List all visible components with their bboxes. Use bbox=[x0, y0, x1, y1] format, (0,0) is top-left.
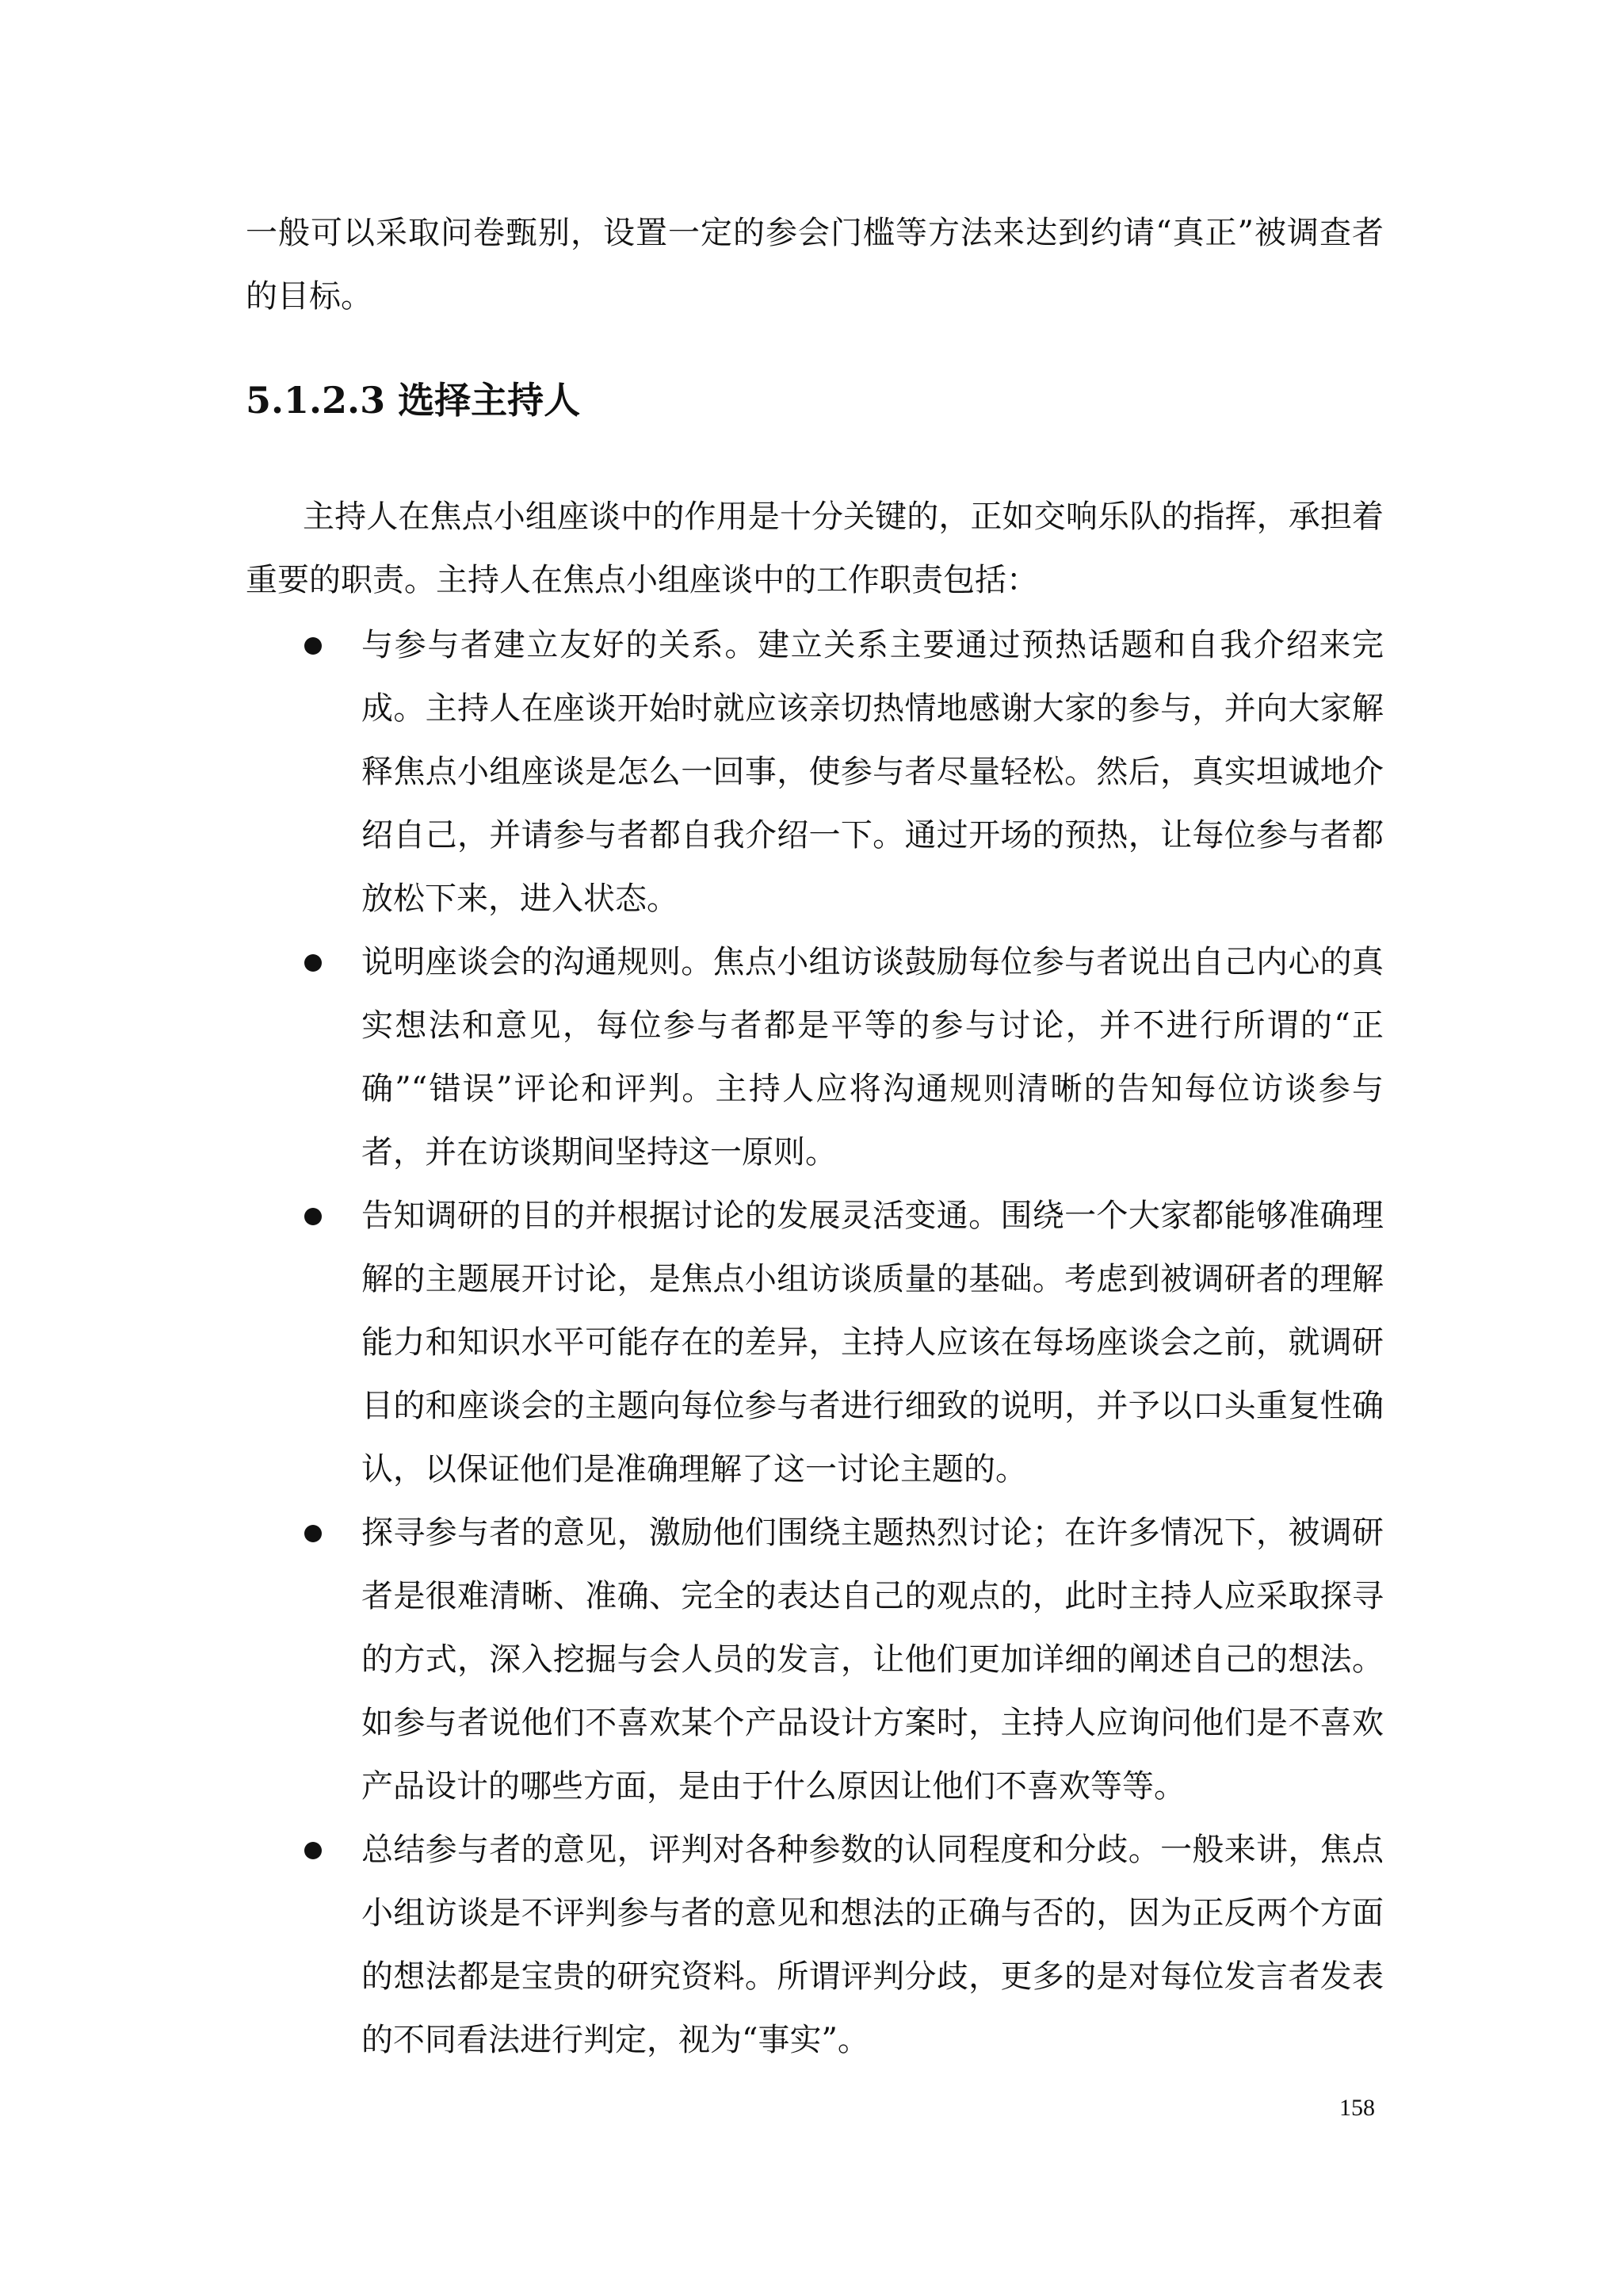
bullet-dot-icon bbox=[304, 637, 322, 655]
section-heading: 5.1.2.3 选择主持人 bbox=[246, 379, 581, 422]
bullet-item bbox=[246, 613, 1384, 930]
bullet-dot-icon bbox=[304, 954, 322, 972]
bullet-dot-icon bbox=[304, 1525, 322, 1542]
continuation-paragraph: 一般可以采取问卷甄别，设置一定的参会门槛等方法来达到约请“真正”被调查者的目标。 bbox=[246, 215, 1384, 315]
duties-bullet-list bbox=[246, 613, 1384, 2072]
bullet-text: 与参与者建立友好的关系。建立关系主要通过预热话题和自我介绍来完成。主持人在座谈开始时就应该亲切热情地感谢大家的参与，并向大家解释焦点小组座谈是怎么一回事，使参与者尽量轻松。然后，真实坦诚地介绍自己，并请参与者都自我介绍一下。通过开场的预热，让每位参与者都放松下来，进入状态。 bbox=[361, 627, 1384, 917]
intro-paragraph: 主持人在焦点小组座谈中的作用是十分关键的，正如交响乐队的指挥，承担着重要的职责。主持人在焦点小组座谈中的工作职责包括： bbox=[246, 499, 1384, 598]
bullet-item bbox=[246, 930, 1384, 1184]
bullet-item bbox=[246, 1184, 1384, 1501]
bullet-text: 说明座谈会的沟通规则。焦点小组访谈鼓励每位参与者说出自己内心的真实想法和意见，每位参与者都是平等的参与讨论，并不进行所谓的“正确”“错误”评论和评判。主持人应将沟通规则清晰的告知每位访谈参与者，并在访谈期间坚持这一原则。 bbox=[361, 944, 1384, 1171]
bullet-text: 总结参与者的意见，评判对各种参数的认同程度和分歧。一般来讲，焦点小组访谈是不评判参与者的意见和想法的正确与否的，因为正反两个方面的想法都是宝贵的研究资料。所谓评判分歧，更多的是对每位发言者发表的不同看法进行判定，视为“事实”。 bbox=[361, 1832, 1384, 2058]
page-number: 158 bbox=[1339, 2095, 1375, 2121]
bullet-dot-icon bbox=[304, 1208, 322, 1225]
bullet-dot-icon bbox=[304, 1842, 322, 1859]
bullet-text: 探寻参与者的意见，激励他们围绕主题热烈讨论；在许多情况下，被调研者是很难清晰、准确、完全的表达自己的观点的，此时主持人应采取探寻的方式，深入挖掘与会人员的发言，让他们更加详细的阐述自己的想法。如参与者说他们不喜欢某个产品设计方案时，主持人应询问他们是不喜欢产品设计的哪些方面，是由于什么原因让他们不喜欢等等。 bbox=[361, 1515, 1384, 1805]
bullet-item bbox=[246, 1818, 1384, 2072]
bullet-text: 告知调研的目的并根据讨论的发展灵活变通。围绕一个大家都能够准确理解的主题展开讨论，是焦点小组访谈质量的基础。考虑到被调研者的理解能力和知识水平可能存在的差异，主持人应该在每场座谈会之前，就调研目的和座谈会的主题向每位参与者进行细致的说明，并予以口头重复性确认，以保证他们是准确理解了这一讨论主题的。 bbox=[361, 1198, 1384, 1488]
bullet-item bbox=[246, 1501, 1384, 1818]
